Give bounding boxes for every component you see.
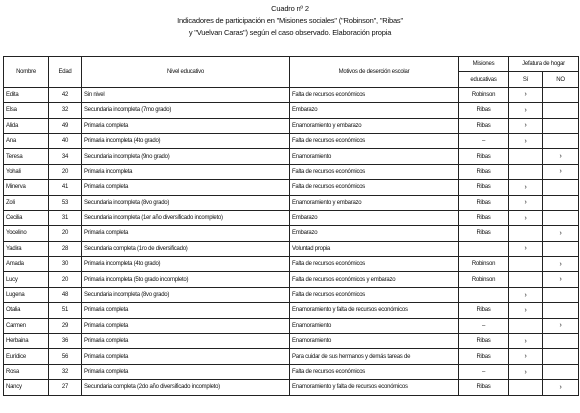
- header-si: Sí: [509, 72, 543, 87]
- cell-jefatura-si: [509, 318, 543, 333]
- table-row: [4, 380, 579, 395]
- cell-nombre: Lugena: [4, 287, 49, 302]
- cell-jefatura-si: ›: [509, 241, 543, 256]
- cell-jefatura-no: [543, 180, 579, 195]
- table-row: [4, 164, 579, 179]
- cell-motivos: Enamoramiento y embarazo: [290, 195, 459, 210]
- cell-nombre: Rosa: [4, 364, 49, 379]
- cell-edad: 49: [49, 118, 82, 133]
- cell-motivos: Falta de recursos económicos: [290, 364, 459, 379]
- cell-misiones: Robinson: [459, 257, 509, 272]
- cell-jefatura-si: [509, 272, 543, 287]
- cell-motivos: Enamoramiento y falta de recursos económicos: [290, 380, 459, 395]
- cell-nombre: Herbaina: [4, 334, 49, 349]
- cell-motivos: Enamoramiento: [290, 318, 459, 333]
- cell-edad: 53: [49, 195, 82, 210]
- cell-edad: 32: [49, 364, 82, 379]
- caption-line-3: y "Vuelvan Caras") según el caso observado. Elaboración propia: [188, 28, 392, 37]
- header-nivel-educativo: Nivel educativo: [82, 57, 290, 88]
- cell-motivos: Falta de recursos económicos: [290, 180, 459, 195]
- cell-jefatura-si: ›: [509, 303, 543, 318]
- cell-misiones: Ribas: [459, 195, 509, 210]
- table-row: [4, 133, 579, 148]
- table-row: [4, 318, 579, 333]
- table-row: [4, 241, 579, 256]
- table-row: [4, 257, 579, 272]
- cell-misiones: Ribas: [459, 103, 509, 118]
- cell-jefatura-si: ›: [509, 180, 543, 195]
- cell-motivos: Enamoramiento: [290, 334, 459, 349]
- cell-jefatura-no: [543, 241, 579, 256]
- cell-motivos: Voluntad propia: [290, 241, 459, 256]
- cell-nombre: Yohali: [4, 164, 49, 179]
- cell-misiones: [459, 287, 509, 302]
- cell-nombre: Carmen: [4, 318, 49, 333]
- participation-table: [3, 56, 579, 396]
- cell-motivos: Embarazo: [290, 103, 459, 118]
- cell-misiones: Ribas: [459, 334, 509, 349]
- cell-edad: 51: [49, 303, 82, 318]
- cell-nombre: Edita: [4, 87, 49, 102]
- cell-jefatura-no: [543, 287, 579, 302]
- cell-nivel-educativo: Secundaria incompleta (7mo grado): [82, 103, 290, 118]
- cell-edad: 20: [49, 164, 82, 179]
- cell-edad: 31: [49, 210, 82, 225]
- table-row: [4, 87, 579, 102]
- cell-nombre: Teresa: [4, 149, 49, 164]
- cell-nivel-educativo: Primaria completa: [82, 364, 290, 379]
- cell-jefatura-si: ›: [509, 195, 543, 210]
- header-misiones-bottom: educativas: [459, 72, 509, 87]
- cell-nombre: Yocelino: [4, 226, 49, 241]
- cell-jefatura-no: [543, 133, 579, 148]
- cell-jefatura-no: [543, 334, 579, 349]
- cell-jefatura-no: [543, 303, 579, 318]
- table-row: [4, 180, 579, 195]
- cell-motivos: Falta de recursos económicos y embarazo: [290, 272, 459, 287]
- table-row: [4, 226, 579, 241]
- cell-nivel-educativo: Primaria incompleta: [82, 164, 290, 179]
- cell-nombre: Ana: [4, 133, 49, 148]
- cell-misiones: [459, 241, 509, 256]
- header-edad: Edad: [49, 57, 82, 88]
- cell-misiones: Ribas: [459, 226, 509, 241]
- cell-jefatura-si: ›: [509, 118, 543, 133]
- cell-motivos: Falta de recursos económicos: [290, 133, 459, 148]
- cell-nivel-educativo: Secundaria incompleta (8vo grado): [82, 287, 290, 302]
- cell-jefatura-si: ›: [509, 210, 543, 225]
- cell-nombre: Cecilia: [4, 210, 49, 225]
- header-nombre: Nombre: [4, 57, 49, 88]
- cell-misiones: Ribas: [459, 180, 509, 195]
- cell-motivos: Enamoramiento: [290, 149, 459, 164]
- cell-jefatura-no: ›: [543, 318, 579, 333]
- cell-motivos: Falta de recursos económicos: [290, 164, 459, 179]
- cell-jefatura-si: ›: [509, 334, 543, 349]
- header-misiones-top: Misiones: [459, 57, 509, 72]
- cell-nombre: Otalia: [4, 303, 49, 318]
- cell-nombre: Zoli: [4, 195, 49, 210]
- cell-edad: 41: [49, 180, 82, 195]
- cell-jefatura-no: [543, 87, 579, 102]
- cell-nivel-educativo: Secundaria incompleta (9no grado): [82, 149, 290, 164]
- caption-line-2: Indicadores de participación en "Misiones sociales" ("Robinson", "Ribas": [177, 16, 403, 25]
- cell-misiones: Robinson: [459, 272, 509, 287]
- cell-nombre: Nancy: [4, 380, 49, 395]
- cell-jefatura-no: [543, 103, 579, 118]
- cell-motivos: Para cuidar de sus hermanos y demás tareas de: [290, 349, 459, 364]
- cell-jefatura-si: ›: [509, 287, 543, 302]
- cell-jefatura-si: ›: [509, 103, 543, 118]
- cell-edad: 34: [49, 149, 82, 164]
- cell-edad: 40: [49, 133, 82, 148]
- cell-nivel-educativo: Secundaria completa (2do año diversificado incompleto): [82, 380, 290, 395]
- cell-jefatura-si: [509, 226, 543, 241]
- table-row: [4, 303, 579, 318]
- cell-jefatura-no: [543, 118, 579, 133]
- table-row: [4, 118, 579, 133]
- cell-misiones: Ribas: [459, 380, 509, 395]
- cell-edad: 56: [49, 349, 82, 364]
- cell-nivel-educativo: Secundaria incompleta (8vo grado): [82, 195, 290, 210]
- cell-misiones: Ribas: [459, 149, 509, 164]
- cell-jefatura-no: [543, 210, 579, 225]
- cell-nivel-educativo: Primaria completa: [82, 180, 290, 195]
- cell-motivos: Embarazo: [290, 226, 459, 241]
- cell-motivos: Embarazo: [290, 210, 459, 225]
- header-no: NO: [543, 72, 579, 87]
- table-row: [4, 195, 579, 210]
- cell-nivel-educativo: Primaria completa: [82, 118, 290, 133]
- cell-jefatura-si: ›: [509, 133, 543, 148]
- cell-nombre: Elsa: [4, 103, 49, 118]
- cell-motivos: Enamoramiento y embarazo: [290, 118, 459, 133]
- table-row: [4, 349, 579, 364]
- caption-title: Cuadro nº 2: [271, 4, 309, 13]
- cell-nombre: Minerva: [4, 180, 49, 195]
- cell-misiones: –: [459, 318, 509, 333]
- cell-nivel-educativo: Primaria incompleta (5to grado incompleto): [82, 272, 290, 287]
- cell-misiones: Ribas: [459, 118, 509, 133]
- cell-nivel-educativo: Secundaria incompleta (1er año diversificado incompleto): [82, 210, 290, 225]
- cell-motivos: Falta de recursos económicos: [290, 257, 459, 272]
- cell-nombre: Amada: [4, 257, 49, 272]
- cell-motivos: Falta de recursos económicos: [290, 87, 459, 102]
- table-row: [4, 334, 579, 349]
- cell-nivel-educativo: Primaria completa: [82, 334, 290, 349]
- header-motivos: Motivos de deserción escolar: [290, 57, 459, 88]
- cell-edad: 48: [49, 287, 82, 302]
- cell-edad: 20: [49, 272, 82, 287]
- cell-edad: 36: [49, 334, 82, 349]
- table-row: [4, 103, 579, 118]
- cell-jefatura-si: ›: [509, 349, 543, 364]
- cell-nombre: Alida: [4, 118, 49, 133]
- cell-jefatura-no: ›: [543, 272, 579, 287]
- cell-nombre: Yadira: [4, 241, 49, 256]
- table-row: [4, 287, 579, 302]
- cell-motivos: Falta de recursos económicos: [290, 287, 459, 302]
- cell-jefatura-no: ›: [543, 257, 579, 272]
- cell-misiones: Ribas: [459, 349, 509, 364]
- cell-nivel-educativo: Primaria completa: [82, 349, 290, 364]
- cell-nombre: Eurídice: [4, 349, 49, 364]
- cell-jefatura-si: ›: [509, 364, 543, 379]
- cell-misiones: –: [459, 364, 509, 379]
- cell-jefatura-no: ›: [543, 149, 579, 164]
- cell-nivel-educativo: Sin nivel: [82, 87, 290, 102]
- table-row: [4, 272, 579, 287]
- cell-jefatura-si: [509, 380, 543, 395]
- cell-nivel-educativo: Primaria completa: [82, 226, 290, 241]
- cell-jefatura-si: [509, 164, 543, 179]
- cell-nivel-educativo: Primaria incompleta (4to grado): [82, 257, 290, 272]
- cell-jefatura-no: ›: [543, 226, 579, 241]
- cell-edad: 29: [49, 318, 82, 333]
- cell-jefatura-si: [509, 149, 543, 164]
- table-row: [4, 210, 579, 225]
- cell-nivel-educativo: Primaria completa: [82, 318, 290, 333]
- cell-nivel-educativo: Secundaria completa (1ro de diversificado): [82, 241, 290, 256]
- table-row: [4, 149, 579, 164]
- cell-jefatura-no: [543, 195, 579, 210]
- cell-jefatura-no: [543, 349, 579, 364]
- cell-jefatura-no: ›: [543, 380, 579, 395]
- cell-jefatura-si: ›: [509, 87, 543, 102]
- cell-nivel-educativo: Primaria completa: [82, 303, 290, 318]
- cell-jefatura-no: ›: [543, 164, 579, 179]
- cell-misiones: Robinson: [459, 87, 509, 102]
- cell-edad: 30: [49, 257, 82, 272]
- table-row: [4, 364, 579, 379]
- cell-edad: 27: [49, 380, 82, 395]
- cell-edad: 28: [49, 241, 82, 256]
- cell-misiones: Ribas: [459, 210, 509, 225]
- cell-jefatura-si: [509, 257, 543, 272]
- header-jefatura: Jefatura de hogar: [509, 57, 579, 72]
- cell-jefatura-no: [543, 364, 579, 379]
- cell-edad: 20: [49, 226, 82, 241]
- cell-misiones: Ribas: [459, 164, 509, 179]
- cell-edad: 32: [49, 103, 82, 118]
- table-caption: [0, 3, 580, 39]
- table-body: [4, 87, 579, 395]
- cell-edad: 42: [49, 87, 82, 102]
- cell-misiones: –: [459, 133, 509, 148]
- cell-motivos: Enamoramiento y falta de recursos económicos: [290, 303, 459, 318]
- cell-nombre: Lucy: [4, 272, 49, 287]
- cell-nivel-educativo: Primaria incompleta (4to grado): [82, 133, 290, 148]
- cell-misiones: Ribas: [459, 303, 509, 318]
